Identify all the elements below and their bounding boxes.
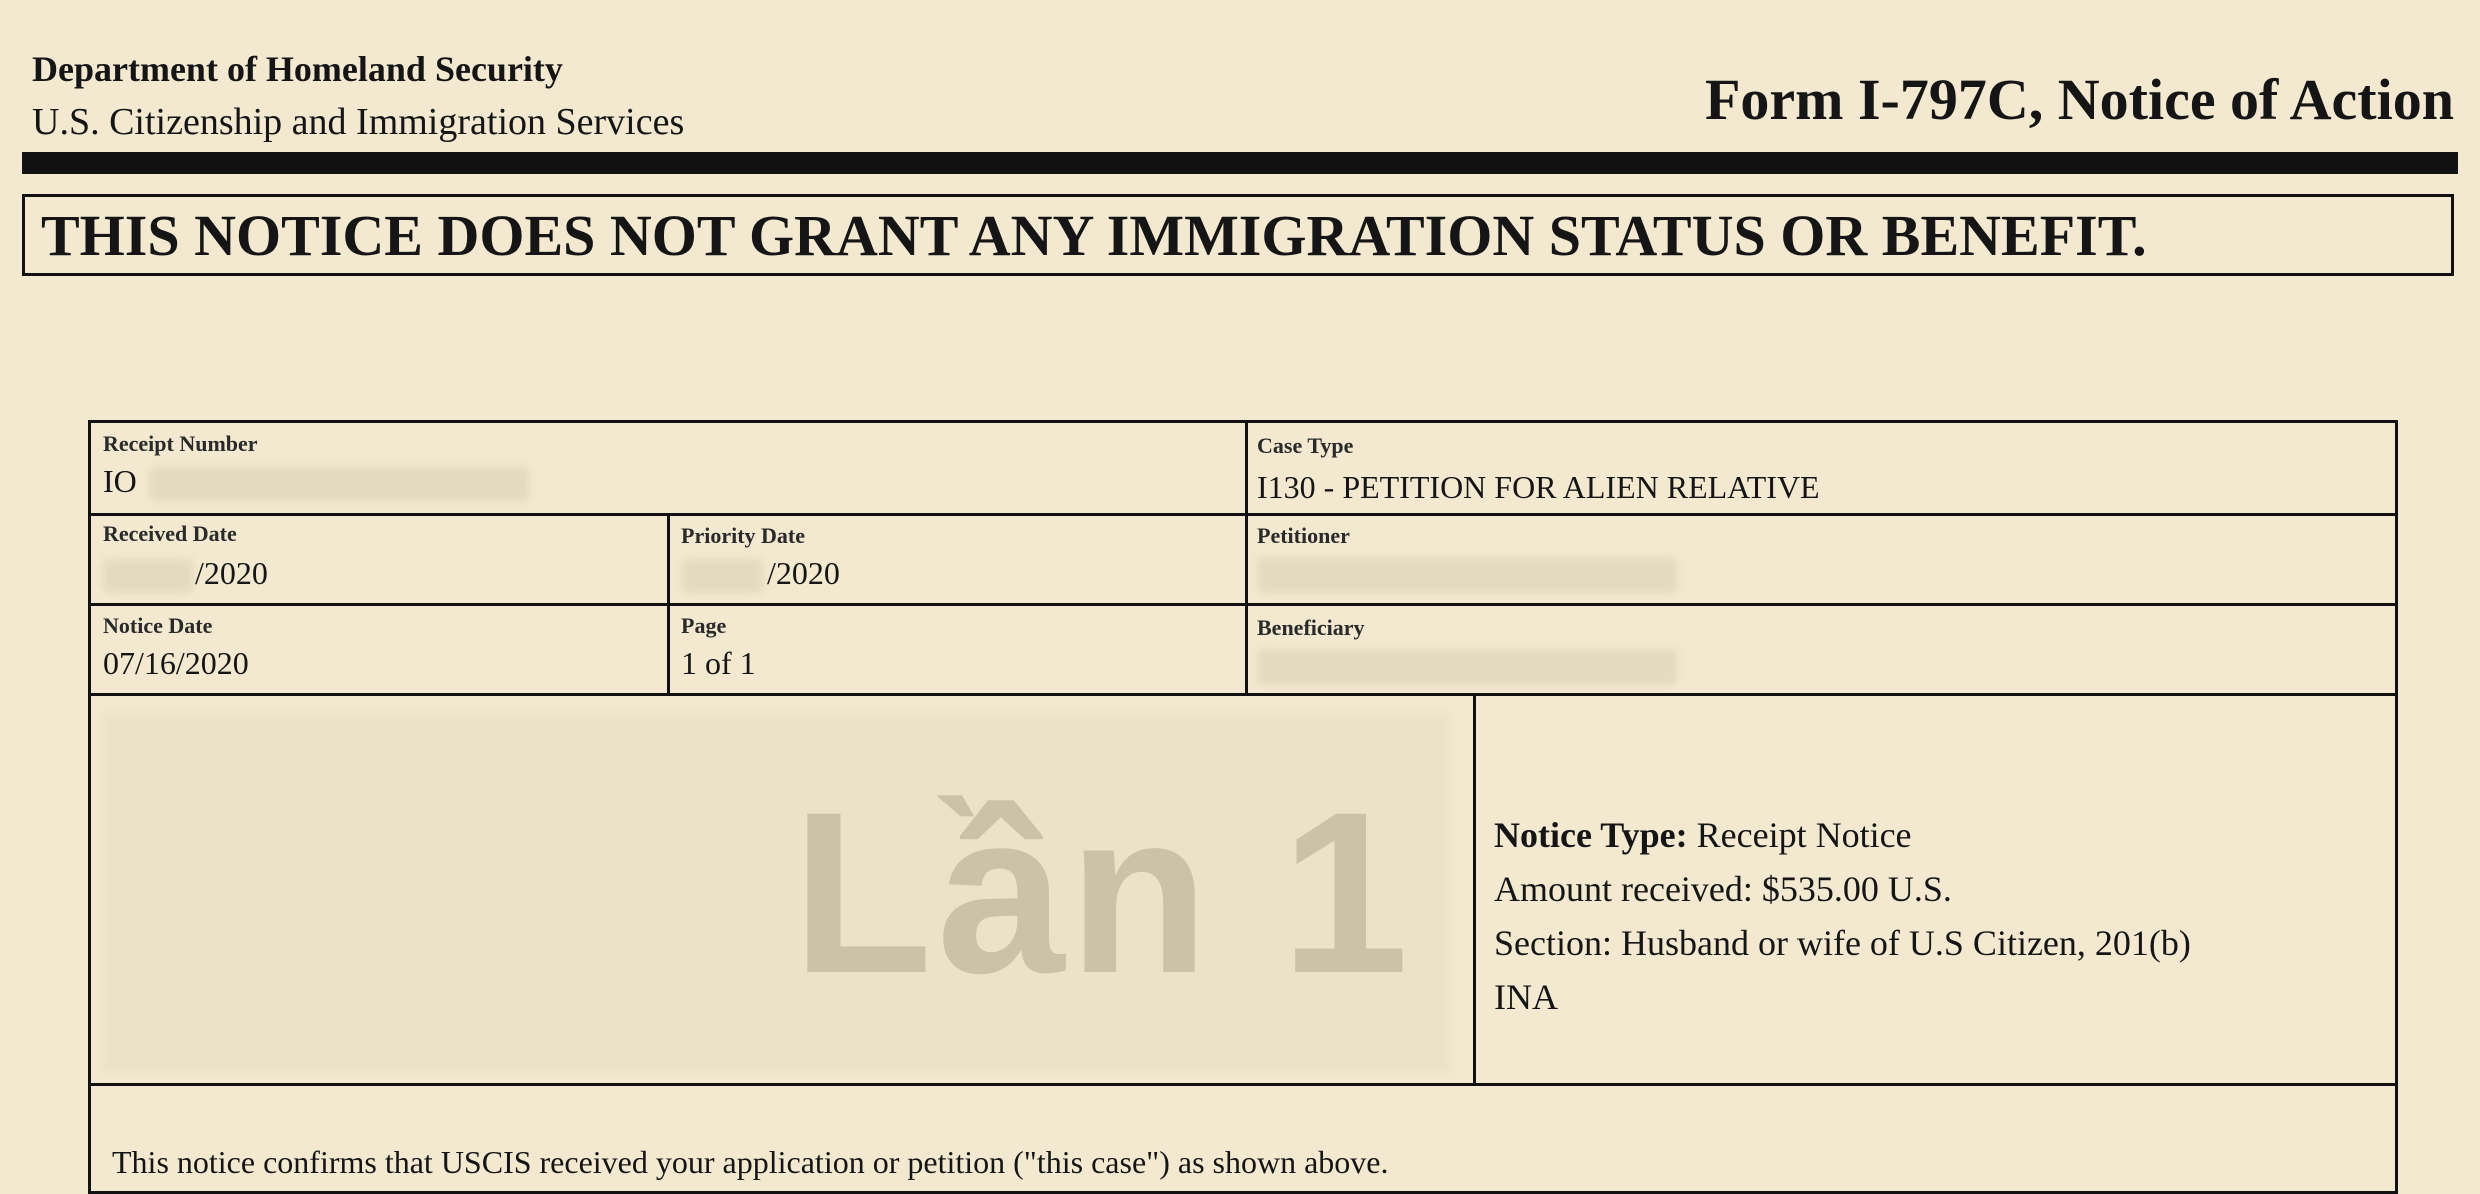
receipt-number-value: IO	[103, 463, 137, 499]
notice-type-label: Notice Type:	[1494, 815, 1688, 855]
watermark: Lần 1	[792, 764, 1413, 1021]
sub-agency-name: U.S. Citizenship and Immigration Services	[32, 101, 685, 143]
agency-name: Department of Homeland Security	[32, 49, 563, 89]
status-banner	[22, 194, 2454, 276]
notice-type-value: Receipt Notice	[1696, 815, 1912, 855]
case-type-label: Case Type	[1257, 433, 1354, 458]
received-date-label: Received Date	[103, 521, 237, 546]
col-divider	[1245, 423, 1248, 693]
priority-date-value: /2020	[767, 555, 840, 591]
notice-details	[1494, 808, 2374, 1024]
col-divider	[667, 513, 670, 693]
notice-date-value: 07/16/2020	[103, 645, 249, 681]
priority-date-label: Priority Date	[681, 523, 805, 548]
case-type-value: I130 - PETITION FOR ALIEN RELATIVE	[1257, 469, 1820, 505]
redaction-blur	[1257, 557, 1677, 593]
page-value: 1 of 1	[681, 645, 756, 681]
confirmation-text: This notice confirms that USCIS received your application or petition ("this case") as shown above.	[112, 1144, 1389, 1180]
notice-date-label: Notice Date	[103, 613, 213, 638]
col-divider	[1473, 693, 1476, 1083]
redaction-blur	[103, 559, 193, 593]
amount-received: Amount received: $535.00 U.S.	[1494, 869, 1952, 909]
row-divider	[91, 693, 2395, 696]
header-rule	[22, 152, 2458, 174]
redaction-blur	[149, 467, 529, 501]
redaction-blur	[681, 559, 763, 593]
received-date-value: /2020	[195, 555, 268, 591]
page-label: Page	[681, 613, 727, 638]
row-divider	[91, 603, 2395, 606]
notice-type-line	[1494, 808, 2374, 862]
form-title: Form I-797C, Notice of Action	[1705, 67, 2454, 132]
section-line: Section: Husband or wife of U.S Citizen, 201(b)	[1494, 923, 2191, 963]
status-banner-text: THIS NOTICE DOES NOT GRANT ANY IMMIGRATION STATUS OR BENEFIT.	[41, 202, 2147, 268]
row-divider	[91, 1083, 2395, 1086]
section-line-cont: INA	[1494, 977, 1558, 1017]
receipt-number-label: Receipt Number	[103, 431, 258, 456]
beneficiary-label: Beneficiary	[1257, 615, 1365, 640]
redaction-blur	[1257, 649, 1677, 685]
petitioner-label: Petitioner	[1257, 523, 1350, 548]
row-divider	[91, 513, 2395, 516]
